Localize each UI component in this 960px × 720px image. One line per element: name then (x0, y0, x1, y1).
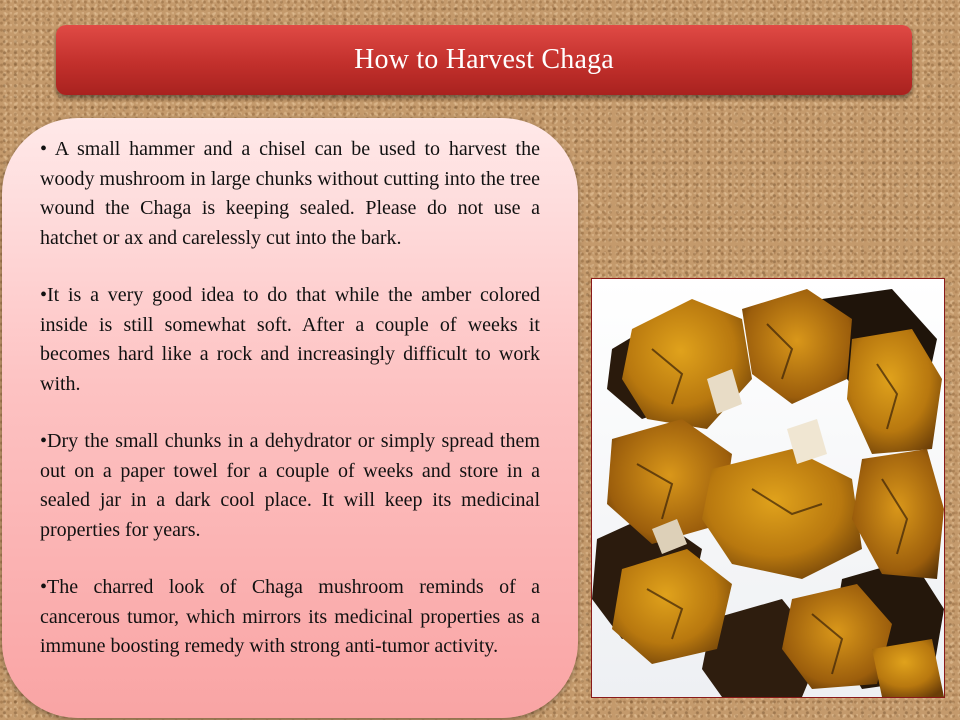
bullet-amber-inside: •It is a very good idea to do that while the amber colored inside is still somewhat soft. After a couple of weeks it becomes hard like a rock and increasingly difficult to work with. (40, 284, 540, 395)
text-panel (2, 118, 578, 718)
bullet-drying: •Dry the small chunks in a dehydrator or simply spread them out on a paper towel for a couple of weeks and store in a sealed jar in a dark cool place. It will keep its medicinal properties for years. (40, 430, 540, 541)
slide-title-bar (56, 25, 912, 95)
chaga-chunks-illustration (592, 279, 944, 697)
chaga-photo (591, 278, 945, 698)
bullet-charred-look: •The charred look of Chaga mushroom reminds of a cancerous tumor, which mirrors its medicinal properties as a immune boosting remedy with strong anti-tumor activity. (40, 576, 540, 657)
bullet-hammer-chisel: • A small hammer and a chisel can be used to harvest the woody mushroom in large chunks without cutting into the tree wound the Chaga is keeping sealed. Please do not use a hatchet or ax and carelessly cut into the bark. (40, 138, 540, 249)
slide-title: How to Harvest Chaga (354, 44, 614, 75)
